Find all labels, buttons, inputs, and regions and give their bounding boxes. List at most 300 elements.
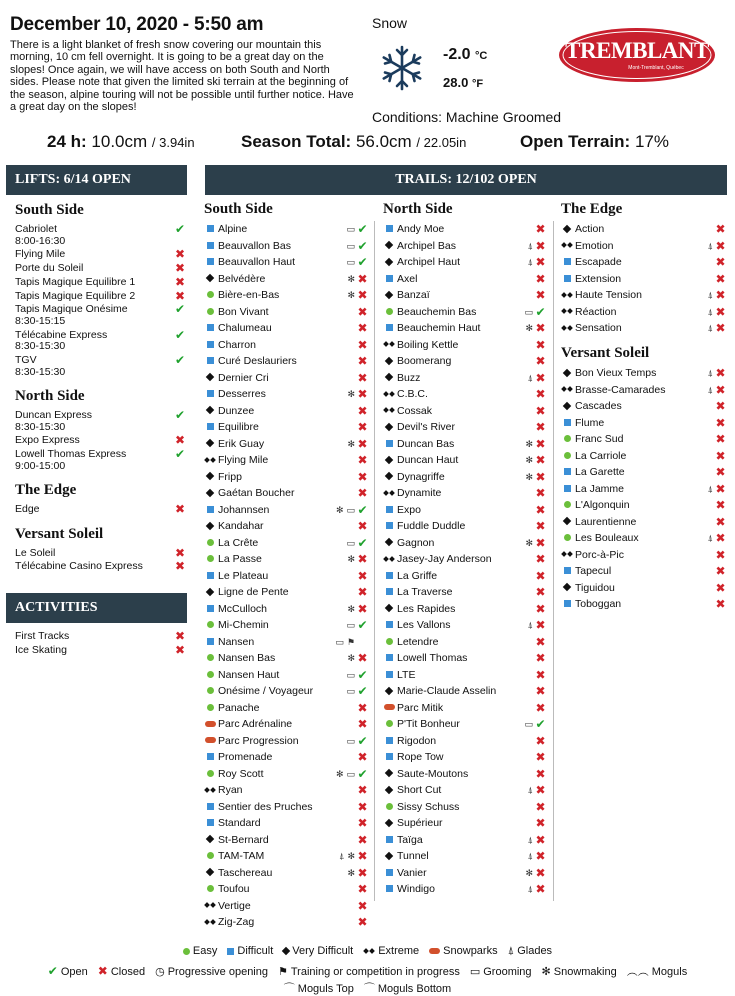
trail-name: La Carriole xyxy=(575,449,627,462)
trail-name: Tiguidou xyxy=(575,581,615,594)
difficulty-marker xyxy=(383,799,395,816)
difficulty-marker xyxy=(204,733,216,750)
trail-row xyxy=(204,584,368,601)
trail-extras xyxy=(343,254,355,271)
closed-status-icon: ✖ xyxy=(357,882,368,896)
very-icon xyxy=(207,488,213,497)
difficult-icon xyxy=(564,484,571,493)
temp-c-value: -2.0 xyxy=(443,46,471,63)
trail-name: La Garette xyxy=(575,466,625,478)
difficulty-marker xyxy=(383,733,395,750)
trail-name: Duncan Haut xyxy=(397,454,459,466)
very-icon xyxy=(386,604,392,613)
trail-name: Taschereau xyxy=(218,866,273,879)
difficult-icon xyxy=(207,422,214,431)
temp-f-unit: °F xyxy=(471,78,484,90)
difficult-icon xyxy=(386,752,393,761)
glades-icon: ⍋ xyxy=(527,257,533,267)
closed-status-icon: ✖ xyxy=(535,222,546,236)
legend-label: Moguls Bottom xyxy=(377,983,452,995)
difficult-icon xyxy=(207,241,214,250)
trail-row xyxy=(204,287,368,304)
very-icon xyxy=(386,818,392,827)
trail-row xyxy=(383,452,546,469)
stat-season-label: Season Total: xyxy=(241,132,352,151)
open-status-icon: ✔ xyxy=(175,222,186,236)
difficulty-marker xyxy=(383,304,395,321)
easy-icon xyxy=(207,290,214,299)
trail-name: Jasey-Jay Anderson xyxy=(397,553,492,565)
open-status-icon: ✔ xyxy=(357,766,368,781)
difficulty-marker xyxy=(204,320,216,337)
trail-row xyxy=(383,535,546,552)
trail-extras xyxy=(344,650,355,667)
trail-name: Laurentienne xyxy=(575,515,637,528)
closed-icon: ✖ xyxy=(97,964,108,978)
trail-extras xyxy=(521,304,533,321)
closed-status-icon: ✖ xyxy=(357,486,368,500)
closed-status-icon: ✖ xyxy=(535,370,546,385)
trail-row xyxy=(204,799,368,816)
legend-label: Easy xyxy=(192,945,218,957)
legend-item xyxy=(278,966,460,978)
trail-name: Action xyxy=(575,223,605,235)
closed-status-icon: ✖ xyxy=(535,865,546,880)
moguls-icon: ︵︵ xyxy=(626,966,649,978)
legend-item xyxy=(508,945,552,957)
trail-row xyxy=(383,320,546,337)
difficulty-marker xyxy=(383,617,395,634)
trail-name: Toufou xyxy=(218,883,250,895)
difficulty-marker xyxy=(383,551,395,568)
trail-extras xyxy=(332,634,355,651)
snowmaking-icon: ✻ xyxy=(335,504,344,515)
extreme-icon xyxy=(383,389,395,398)
trail-row xyxy=(383,287,546,304)
trail-row xyxy=(204,320,368,337)
trail-row xyxy=(383,271,546,288)
closed-status-icon: ✖ xyxy=(175,502,186,517)
legend-label: Closed xyxy=(110,966,146,978)
glades-icon: ⍋ xyxy=(527,851,533,861)
difficulty-marker xyxy=(204,535,216,552)
trail-name: Promenade xyxy=(218,751,273,763)
closed-status-icon: ✖ xyxy=(357,370,368,385)
difficulty-marker xyxy=(383,502,395,519)
moguls-bottom-icon: ⌒ xyxy=(363,983,375,995)
lifts-banner: LIFTS: 6/14 OPEN xyxy=(6,165,187,195)
trail-row xyxy=(383,304,546,321)
trail-row xyxy=(383,667,546,684)
very-icon xyxy=(564,368,570,377)
difficult-icon xyxy=(386,736,393,745)
trails-banner: TRAILS: 12/102 OPEN xyxy=(205,165,727,195)
difficulty-marker xyxy=(383,271,395,288)
trail-name: Curé Deslauriers xyxy=(218,355,297,367)
difficult-icon xyxy=(207,323,214,332)
easy-icon xyxy=(207,307,214,316)
difficulty-marker xyxy=(383,716,395,733)
difficulty-marker xyxy=(561,271,573,288)
snowmaking-icon: ✻ xyxy=(525,323,533,333)
difficulty-marker xyxy=(561,596,573,613)
difficulty-marker xyxy=(204,452,216,469)
trail-name: TAM-TAM xyxy=(218,850,265,862)
trail-name: Devil's River xyxy=(397,421,456,433)
difficulty-marker xyxy=(383,419,395,436)
closed-status-icon: ✖ xyxy=(357,552,368,566)
legend-item xyxy=(470,966,532,978)
trail-extras xyxy=(344,865,355,882)
trail-name: Dynagriffe xyxy=(397,470,445,483)
activity-name: First Tracks xyxy=(15,630,70,642)
trail-row xyxy=(561,304,726,321)
trail-extras xyxy=(525,832,533,849)
trail-name: Beauvallon Bas xyxy=(218,239,291,252)
trail-extras xyxy=(705,481,713,498)
closed-status-icon: ✖ xyxy=(357,387,368,401)
grooming-icon: ▭ xyxy=(346,686,355,696)
lift-row xyxy=(15,545,186,560)
stat-24h xyxy=(47,132,195,152)
trail-name: Toboggan xyxy=(575,598,622,610)
easy-icon xyxy=(564,434,571,443)
trail-row xyxy=(383,584,546,601)
difficulty-marker xyxy=(383,287,395,304)
very-icon xyxy=(386,455,392,464)
lift-hours: 8:30-15:30 xyxy=(15,340,66,353)
lift-name: Tapis Magique Equilibre 2 xyxy=(15,289,136,302)
closed-status-icon: ✖ xyxy=(535,469,546,484)
very-icon xyxy=(386,257,392,266)
closed-status-icon: ✖ xyxy=(357,799,368,814)
extreme-icon xyxy=(204,917,216,926)
trail-name: Johannsen xyxy=(218,503,270,516)
difficulty-marker xyxy=(561,481,573,498)
difficult-icon xyxy=(207,752,214,761)
trail-name: Extension xyxy=(575,272,622,285)
report-description: There is a light blanket of fresh snow covering our mountain this morning, 10 cm fell overnight. It is going to be a great day on the slopes! Once again, we will have access on both South and North sides. Please note that given the limited ski terrain at the beginning of the season, alpine touring will not be possible until further notice. Have a great day on the slopes! xyxy=(10,39,354,114)
trail-extras xyxy=(336,848,355,865)
closed-status-icon: ✖ xyxy=(535,337,546,352)
trail-row xyxy=(204,716,368,733)
park-icon xyxy=(429,945,440,957)
difficulty-marker xyxy=(204,716,216,733)
legend-label: Snowparks xyxy=(443,945,498,957)
trail-name: Vertige xyxy=(218,899,251,912)
legend-label: Training or competition in progress xyxy=(290,966,460,978)
trail-extras xyxy=(522,865,533,882)
trail-extras xyxy=(522,469,533,486)
closed-status-icon: ✖ xyxy=(535,354,546,368)
grooming-icon: ▭ xyxy=(346,240,355,251)
snowmaking-icon: ✻ xyxy=(525,867,533,878)
closed-status-icon: ✖ xyxy=(175,261,186,276)
activities-list xyxy=(15,631,185,658)
snowmaking-icon: ✻ xyxy=(335,768,344,779)
trail-extras xyxy=(705,530,713,547)
difficulty-marker xyxy=(383,832,395,849)
trail-name: Brasse-Camarades xyxy=(575,383,666,396)
easy-icon xyxy=(207,769,214,778)
difficulty-marker xyxy=(561,254,573,271)
closed-status-icon: ✖ xyxy=(715,547,726,562)
snowmaking-icon: ✻ xyxy=(347,389,355,399)
trail-extras xyxy=(705,304,713,321)
closed-status-icon: ✖ xyxy=(357,354,368,368)
trail-row xyxy=(204,832,368,849)
lift-row xyxy=(15,263,185,275)
difficulty-marker xyxy=(383,535,395,552)
difficulty-marker xyxy=(204,700,216,717)
snowmaking-icon: ✻ xyxy=(347,603,355,614)
trail-name: Marie-Claude Asselin xyxy=(397,685,497,697)
closed-status-icon: ✖ xyxy=(535,535,546,550)
legend-label: Progressive opening xyxy=(167,966,268,978)
trail-name: Bon Vivant xyxy=(218,305,269,318)
difficulty-marker xyxy=(204,469,216,486)
lift-row xyxy=(15,274,186,289)
closed-status-icon: ✖ xyxy=(357,601,368,616)
trail-row xyxy=(204,601,368,618)
trail-name: Expo xyxy=(397,503,421,516)
trail-extras xyxy=(521,716,533,733)
trail-row xyxy=(204,353,368,370)
trail-row xyxy=(561,580,726,597)
snow-stats xyxy=(0,132,735,156)
easy-icon xyxy=(207,620,214,629)
lift-row xyxy=(15,449,185,472)
grooming-icon: ▭ xyxy=(524,306,533,317)
difficult-icon xyxy=(564,566,571,575)
closed-status-icon: ✖ xyxy=(535,453,546,467)
trail-extras xyxy=(343,683,355,700)
lift-row xyxy=(15,355,185,378)
difficulty-marker xyxy=(204,832,216,849)
difficulty-marker xyxy=(561,221,573,238)
closed-status-icon: ✖ xyxy=(715,382,726,397)
closed-status-icon: ✖ xyxy=(535,288,546,302)
closed-status-icon: ✖ xyxy=(357,403,368,418)
closed-status-icon: ✖ xyxy=(357,849,368,863)
trail-row xyxy=(383,403,546,420)
trail-row xyxy=(383,766,546,783)
closed-status-icon: ✖ xyxy=(175,288,186,303)
trail-name: Cascades xyxy=(575,400,622,412)
snowmaking-icon: ✻ xyxy=(347,867,355,878)
trail-extras xyxy=(522,535,533,552)
very-icon xyxy=(386,769,392,778)
trail-name: Sissy Schuss xyxy=(397,800,460,813)
easy-icon xyxy=(207,653,214,662)
trail-extras xyxy=(525,782,533,799)
closed-status-icon: ✖ xyxy=(535,238,546,253)
difficult-icon xyxy=(564,257,571,266)
trail-extras xyxy=(344,287,355,304)
closed-status-icon: ✖ xyxy=(535,486,546,500)
trail-row xyxy=(204,650,368,667)
open-status-icon: ✔ xyxy=(357,667,368,682)
trail-extras xyxy=(343,733,355,750)
difficult-icon xyxy=(386,439,393,448)
closed-status-icon: ✖ xyxy=(715,580,726,595)
extreme-icon xyxy=(383,340,395,349)
difficulty-marker xyxy=(204,898,216,915)
trail-name: P'Tit Bonheur xyxy=(397,718,460,730)
trail-name: Porc-à-Pic xyxy=(575,548,625,561)
trail-name: Franc Sud xyxy=(575,433,624,445)
trail-row xyxy=(204,304,368,321)
legend-item xyxy=(155,966,268,978)
trail-row xyxy=(383,650,546,667)
progressive-icon: ◷ xyxy=(155,966,165,978)
trail-row xyxy=(561,514,726,531)
legend-label: Moguls Top xyxy=(297,983,354,995)
closed-status-icon: ✖ xyxy=(357,783,368,797)
trail-row xyxy=(383,634,546,651)
difficulty-marker xyxy=(204,304,216,321)
trail-row xyxy=(204,848,368,865)
tremblant-logo xyxy=(558,27,716,83)
difficult-icon xyxy=(207,818,214,827)
trail-name: Fripp xyxy=(218,470,242,483)
easy-icon xyxy=(386,802,393,811)
trail-name: Onésime / Voyageur xyxy=(218,685,314,697)
trail-row xyxy=(204,733,368,750)
very-icon xyxy=(564,224,570,233)
snowmaking-icon: ✻ xyxy=(347,653,355,663)
difficulty-marker xyxy=(383,650,395,667)
very-icon xyxy=(207,868,213,877)
trail-name: Archipel Bas xyxy=(397,239,456,252)
lift-section-title: The Edge xyxy=(15,482,77,499)
very-icon xyxy=(564,583,570,592)
trail-row xyxy=(204,634,368,651)
legend-label: Grooming xyxy=(483,966,532,978)
closed-status-icon: ✖ xyxy=(535,387,546,401)
trail-name: C.B.C. xyxy=(397,388,428,400)
grooming-icon: ▭ xyxy=(346,224,355,234)
difficult-icon xyxy=(207,356,214,365)
difficulty-marker xyxy=(561,464,573,481)
difficult-icon xyxy=(207,637,214,646)
trail-name: Boomerang xyxy=(397,355,452,367)
difficulty-marker xyxy=(383,403,395,420)
difficult-icon xyxy=(207,505,214,514)
trails-north-title: North Side xyxy=(383,201,453,217)
difficulty-marker xyxy=(561,530,573,547)
difficult-icon xyxy=(564,599,571,608)
closed-status-icon: ✖ xyxy=(715,465,726,479)
lift-row xyxy=(15,288,186,303)
trail-name: Duncan Bas xyxy=(397,437,455,450)
closed-status-icon: ✖ xyxy=(535,618,546,632)
closed-status-icon: ✖ xyxy=(357,337,368,352)
trail-row xyxy=(204,700,368,717)
trail-extras xyxy=(525,254,533,271)
open-status-icon: ✔ xyxy=(535,717,546,731)
trail-row xyxy=(204,238,368,255)
closed-status-icon: ✖ xyxy=(175,274,186,289)
temp-f-value: 28.0 xyxy=(443,75,469,90)
trail-row xyxy=(383,799,546,816)
easy-icon xyxy=(207,703,214,712)
closed-status-icon: ✖ xyxy=(535,403,546,418)
activity-row xyxy=(15,631,185,643)
trail-row xyxy=(561,254,726,271)
closed-status-icon: ✖ xyxy=(535,882,546,896)
legend-label: Very Difficult xyxy=(292,945,354,957)
trail-extras xyxy=(344,271,355,288)
grooming-icon: ▭ xyxy=(346,669,355,680)
difficulty-marker xyxy=(204,403,216,420)
trail-name: Bière-en-Bas xyxy=(218,289,280,301)
temp-c-unit: °C xyxy=(475,50,488,62)
closed-status-icon: ✖ xyxy=(357,288,368,302)
snowmaking-icon: ✻ xyxy=(347,554,355,564)
difficulty-marker xyxy=(204,650,216,667)
open-status-icon: ✔ xyxy=(175,353,186,368)
trail-name: Panache xyxy=(218,701,260,714)
closed-status-icon: ✖ xyxy=(535,519,546,533)
trail-row xyxy=(383,254,546,271)
activities-banner: ACTIVITIES xyxy=(6,593,187,623)
difficulty-marker xyxy=(383,568,395,585)
difficulty-marker xyxy=(204,782,216,799)
legend-item xyxy=(48,966,88,978)
difficulty-marker xyxy=(204,568,216,585)
trail-row xyxy=(561,431,726,448)
park-icon xyxy=(205,736,216,745)
difficult-icon xyxy=(386,620,393,629)
difficulty-marker xyxy=(383,469,395,486)
very-icon xyxy=(283,945,289,957)
trail-row xyxy=(383,337,546,354)
trail-row xyxy=(204,667,368,684)
trail-extras xyxy=(333,766,355,783)
open-status-icon: ✔ xyxy=(357,684,368,698)
open-status-icon: ✔ xyxy=(357,222,368,236)
closed-status-icon: ✖ xyxy=(535,321,546,335)
difficulty-marker xyxy=(383,386,395,403)
difficulty-marker xyxy=(204,485,216,502)
activity-name: Ice Skating xyxy=(15,643,67,656)
closed-status-icon: ✖ xyxy=(715,432,726,446)
grooming-icon: ▭ xyxy=(346,537,355,548)
easy-icon xyxy=(207,851,214,860)
lift-row xyxy=(15,561,185,573)
trail-row xyxy=(204,271,368,288)
grooming-icon: ▭ xyxy=(346,620,355,630)
activity-row xyxy=(15,642,186,657)
very-icon xyxy=(386,356,392,365)
trail-row xyxy=(383,386,546,403)
trail-row xyxy=(561,448,726,465)
difficult-icon xyxy=(207,802,214,811)
trails-south-list xyxy=(204,221,368,931)
lift-row xyxy=(15,435,185,447)
closed-status-icon: ✖ xyxy=(715,399,726,413)
closed-status-icon: ✖ xyxy=(715,415,726,430)
difficulty-marker xyxy=(204,584,216,601)
difficulty-marker xyxy=(561,365,573,382)
very-icon xyxy=(207,835,213,844)
trail-name: Supérieur xyxy=(397,817,443,829)
closed-status-icon: ✖ xyxy=(357,469,368,484)
closed-status-icon: ✖ xyxy=(175,642,186,657)
snowmaking-icon: ✻ xyxy=(541,966,551,978)
trail-row xyxy=(383,502,546,519)
